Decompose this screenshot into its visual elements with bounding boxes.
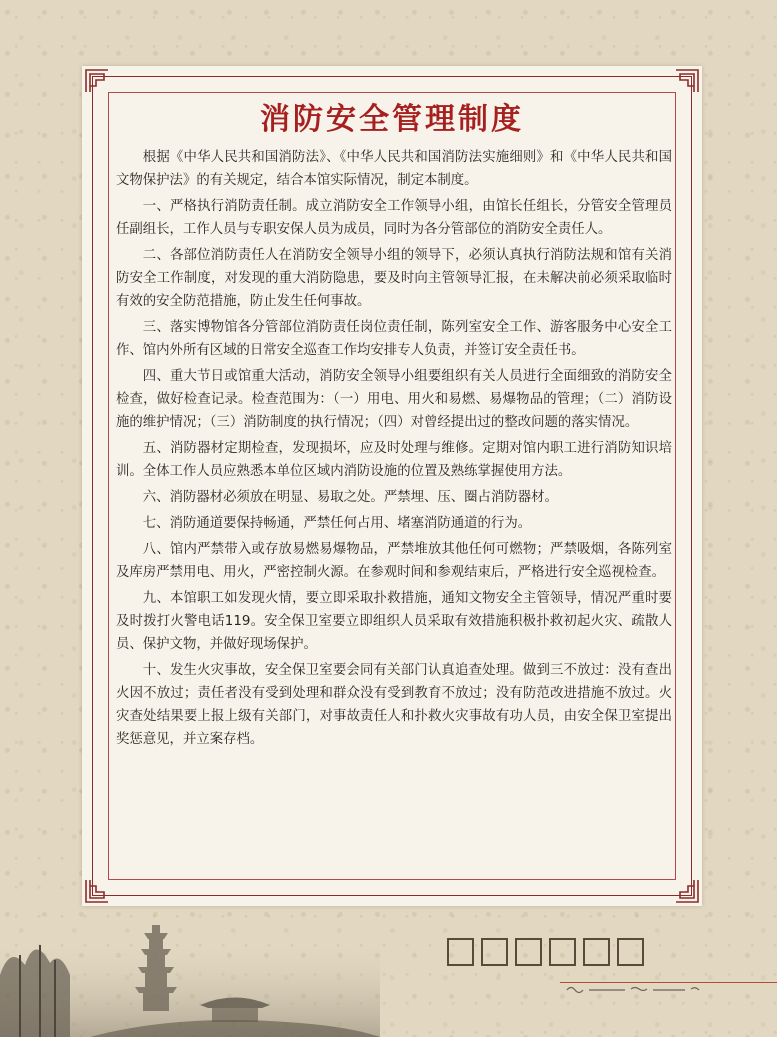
paragraph-2: 二、各部位消防责任人在消防安全领导小组的领导下，必须认真执行消防法规和馆有关消防安全工作制度，对发现的重大消防隐患，要及时向主管领导汇报，在未解决前必须采取临时有效的安全防范措施，防止发生任何事故。 [116,248,672,309]
stamp-box [583,938,610,966]
stamp-box [549,938,576,966]
fret-corner-icon [674,878,700,904]
document-body [116,146,672,754]
stamp-box [481,938,508,966]
stamp-box [515,938,542,966]
stamp-box [447,938,474,966]
paragraph-9: 九、本馆职工如发现火情，要立即采取扑救措施，通知文物安全主管领导，情况严重时要及时拨打火警电话119。安全保卫室要立即组织人员采取有效措施积极扑救初起火灾、疏散人员、保护文物，并做好现场保护。 [116,591,672,652]
fret-corner-icon [84,68,110,94]
paragraph-3: 三、落实博物馆各分管部位消防责任岗位责任制，陈列室安全工作、游客服务中心安全工作、馆内外所有区域的日常安全巡查工作均安排专人负责，并签订安全责任书。 [116,320,672,358]
document-title: 消防安全管理制度 [260,102,524,137]
stamp-box-row [447,938,644,966]
stamp-box [617,938,644,966]
document-panel [82,66,702,906]
paragraph-6: 六、消防器材必须放在明显、易取之处。严禁埋、压、圈占消防器材。 [142,490,558,505]
paragraph-1: 一、严格执行消防责任制。成立消防安全工作领导小组，由馆长任组长，分管安全管理员任副组长，工作人员与专职安保人员为成员，同时为各分管部位的消防安全责任人。 [116,199,672,237]
fret-corner-icon [674,68,700,94]
paragraph-5: 五、消防器材定期检查，发现损坏，应及时处理与维修。定期对馆内职工进行消防知识培训。全体工作人员应熟悉本单位区域内消防设施的位置及熟练掌握使用方法。 [116,441,672,479]
decorative-line [560,982,777,983]
pagoda-landscape-image [0,905,380,1037]
paragraph-8: 八、馆内严禁带入或存放易燃易爆物品，严禁堆放其他任何可燃物；严禁吸烟，各陈列室及库房严禁用电、用火，严密控制火源。在参观时间和参观结束后，严格进行安全巡视检查。 [116,542,672,580]
paragraph-7: 七、消防通道要保持畅通，严禁任何占用、堵塞消防通道的行为。 [142,516,532,531]
fret-corner-icon [84,878,110,904]
paragraph-10: 十、发生火灾事故，安全保卫室要会同有关部门认真追查处理。做到三不放过：没有查出火因不放过；责任者没有受到处理和群众没有受到教育不放过；没有防范改进措施不放过。火灾查处结果要上报上级有关部门，对事故责任人和扑救火灾事故有功人员，由安全保卫室提出奖惩意见，并立案存档。 [116,663,672,747]
paragraph-4: 四、重大节日或馆重大活动，消防安全领导小组要组织有关人员进行全面细致的消防安全检查，做好检查记录。检查范围为：（一）用电、用火和易燃、易爆物品的管理；（二）消防设施的维护情况；（三）消防制度的执行情况；（四）对曾经提出过的整改问题的落实情况。 [116,369,672,430]
decorative-script-icon [565,984,705,994]
paragraph-intro: 根据《中华人民共和国消防法》、《中华人民共和国消防法实施细则》和《中华人民共和国文物保护法》的有关规定，结合本馆实际情况，制定本制度。 [116,150,672,188]
